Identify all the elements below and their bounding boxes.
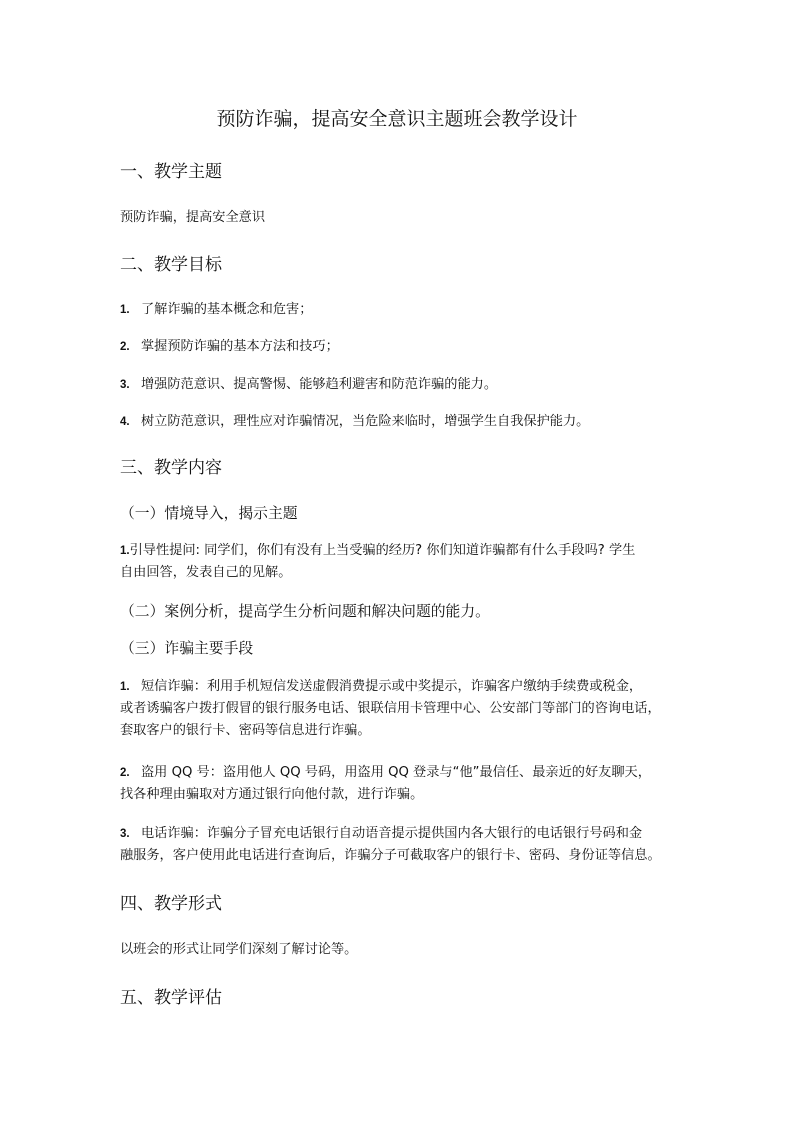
paragraph-line: 或者诱骗客户拨打假冒的银行服务电话、银联信用卡管理中心、公安部门等部门的咨询电话， [120, 701, 661, 716]
goal-item-number: 1. [120, 304, 130, 316]
goal-item-number: 2. [120, 341, 130, 353]
paragraph-line: 1. 短信诈骗：利用手机短信发送虚假消费提示或中奖提示，诈骗客户缴纳手续费或税金， [120, 676, 680, 698]
goal-item-4 [120, 411, 680, 433]
method-item-3 [120, 823, 680, 867]
method-item-number: 3. [120, 828, 130, 840]
method-item-number: 2. [120, 767, 130, 779]
method-item-number: 1. [120, 681, 130, 693]
subsection-title-3: （三）诈骗主要手段 [120, 640, 254, 657]
goal-item-text: 了解诈骗的基本概念和危害； [141, 302, 313, 317]
goal-item-2 [120, 336, 680, 358]
goal-item-1 [120, 299, 680, 321]
section-heading-5: 五、教学评估 [120, 988, 222, 1008]
section-1-body: 预防诈骗，提高安全意识 [120, 210, 266, 225]
paragraph-line: 自由回答，发表自己的见解。 [120, 565, 292, 580]
paragraph-line: 3. 电话诈骗：诈骗分子冒充电话银行自动语音提示提供国内各大银行的电话银行号码和金 [120, 823, 680, 845]
document-title: 预防诈骗，提高安全意识主题班会教学设计 [216, 108, 578, 130]
subsection-1-paragraph [120, 540, 680, 584]
paragraph-line: 融服务，客户使用此电话进行查询后，诈骗分子可截取客户的银行卡、密码、身份证等信息。 [120, 848, 661, 863]
paragraph-line: 找各种理由骗取对方通过银行向他付款，进行诈骗。 [120, 787, 424, 802]
section-heading-1: 一、教学主题 [120, 162, 222, 182]
section-heading-3: 三、教学内容 [120, 458, 222, 478]
section-heading-2: 二、教学目标 [120, 255, 222, 275]
method-item-2 [120, 762, 680, 806]
goal-item-text: 掌握预防诈骗的基本方法和技巧； [141, 339, 339, 354]
subsection-title-2: （二）案例分析，提高学生分析问题和解决问题的能力。 [120, 603, 490, 620]
paragraph-line: 2. 盗用 QQ 号：盗用他人 QQ 号码，用盗用 QQ 登录与“他”最信任、最亲近的好友聊天， [120, 762, 680, 784]
section-4-body: 以班会的形式让同学们深刻了解讨论等。 [120, 942, 358, 957]
section-heading-4: 四、教学形式 [120, 894, 222, 914]
goal-item-3 [120, 374, 680, 396]
method-item-1 [120, 676, 680, 742]
goal-item-number: 4. [120, 416, 130, 428]
goal-item-text: 树立防范意识，理性应对诈骗情况，当危险来临时，增强学生自我保护能力。 [141, 414, 590, 429]
subsection-title-1: （一）情境导入，揭示主题 [120, 505, 298, 522]
goal-item-text: 增强防范意识、提高警惕、能够趋利避害和防范诈骗的能力。 [141, 377, 498, 392]
paragraph-line: 1.引导性提问: 同学们，你们有没有上当受骗的经历? 你们知道诈骗都有什么手段吗? 学生 [120, 543, 636, 558]
paragraph-line: 套取客户的银行卡、密码等信息进行诈骗。 [120, 723, 371, 738]
paragraph-number: 1. [120, 545, 130, 557]
goal-item-number: 3. [120, 379, 130, 391]
